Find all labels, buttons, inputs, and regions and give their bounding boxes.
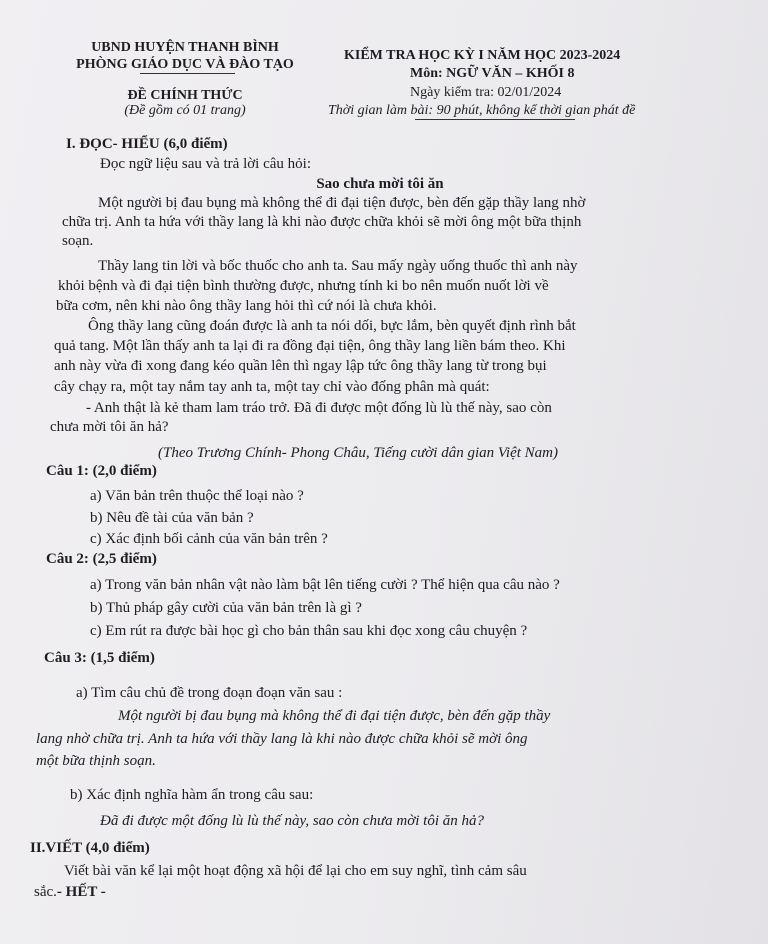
- header-left-underline: [140, 73, 235, 74]
- q3-item-b: b) Xác định nghĩa hàm ẩn trong câu sau:: [70, 787, 314, 803]
- story-line: anh này vừa đi xong đang kéo quần lên thì ngay lập tức ông thầy lang từ trong bụi: [54, 358, 547, 374]
- q3-item-a: a) Tìm câu chủ đề trong đoạn đoạn văn sau :: [76, 685, 343, 701]
- subject: Môn: NGỮ VĂN – KHỐI 8: [410, 66, 575, 81]
- writing-prompt-line: Viết bài văn kể lại một hoạt động xã hội để lại cho em suy nghĩ, tình cảm sâu: [64, 863, 527, 879]
- header-right-underline: [415, 119, 575, 120]
- writing-prompt-end: [34, 883, 106, 902]
- story-line: chưa mời tôi ăn hả?: [50, 419, 169, 435]
- q1-heading: Câu 1: (2,0 điểm): [46, 463, 157, 479]
- q3-quote-line: một bữa thịnh soạn.: [36, 753, 156, 769]
- section2-heading: II.VIẾT (4,0 điểm): [30, 840, 150, 856]
- q3-item-b-quote: Đã đi được một đống lù lù thế này, sao còn chưa mời tôi ăn hả?: [100, 813, 485, 829]
- section1-heading: I. ĐỌC- HIỂU (6,0 điểm): [66, 136, 228, 152]
- exam-date: Ngày kiểm tra: 02/01/2024: [410, 85, 562, 100]
- story-line: chữa trị. Anh ta hứa với thầy lang là khi nào được chữa khỏi sẽ mời ông một bữa thịnh: [62, 214, 582, 230]
- q3-heading: Câu 3: (1,5 điểm): [44, 650, 155, 666]
- story-line: Thầy lang tin lời và bốc thuốc cho anh ta. Sau mấy ngày uống thuốc thì anh này: [98, 258, 578, 274]
- story-line: cây chạy ra, một tay nắm tay anh ta, một tay chỉ vào đống phân mà quát:: [54, 379, 490, 395]
- exam-duration: Thời gian làm bài: 90 phút, không kể thời gian phát đề: [328, 103, 636, 118]
- q2-item-b: b) Thủ pháp gây cười của văn bản trên là gì ?: [90, 600, 362, 616]
- q3-quote-line: lang nhờ chữa trị. Anh ta hứa với thầy lang là khi nào được chữa khỏi sẽ mời ông: [36, 731, 528, 747]
- q1-item-c: c) Xác định bối cảnh của văn bản trên ?: [90, 531, 328, 547]
- story-line: Ông thầy lang cũng đoán được là anh ta nói dối, bực lắm, bèn quyết định rình bắt: [88, 318, 576, 334]
- story-line: - Anh thật là kẻ tham lam tráo trở. Đã đi được một đống lù lù thế này, sao còn: [86, 400, 552, 416]
- q2-heading: Câu 2: (2,5 điểm): [46, 551, 157, 567]
- exam-title: KIỂM TRA HỌC KỲ I NĂM HỌC 2023-2024: [344, 48, 621, 63]
- q1-item-a: a) Văn bản trên thuộc thể loại nào ?: [90, 488, 304, 504]
- end-marker: - HẾT -: [56, 884, 106, 900]
- header-authority: UBND HUYỆN THANH BÌNH: [91, 40, 279, 55]
- story-line: quả tang. Một lần thấy anh ta lại đi ra đồng đại tiện, ông thầy lang liền bám theo. Khi: [54, 338, 566, 354]
- official-label: ĐỀ CHÍNH THỨC: [127, 88, 243, 103]
- q3-quote-line: Một người bị đau bụng mà không thể đi đại tiện được, bèn đến gặp thầy: [118, 708, 551, 724]
- section1-instruction: Đọc ngữ liệu sau và trả lời câu hỏi:: [100, 156, 312, 172]
- q1-item-b: b) Nêu đề tài của văn bản ?: [90, 510, 254, 526]
- story-line: bữa cơm, nên khi nào ông thầy lang hỏi thì cứ nói là chưa khỏi.: [56, 298, 437, 314]
- q2-item-c: c) Em rút ra được bài học gì cho bản thân sau khi đọc xong câu chuyện ?: [90, 623, 528, 639]
- story-line: soạn.: [62, 233, 94, 249]
- writing-prompt-tail: sắc.: [34, 884, 57, 900]
- q2-item-a: a) Trong văn bản nhân vật nào làm bật lên tiếng cười ? Thể hiện qua câu nào ?: [90, 577, 560, 593]
- header-department: PHÒNG GIÁO DỤC VÀ ĐÀO TẠO: [76, 57, 294, 72]
- page-count: (Đề gồm có 01 trang): [124, 103, 246, 118]
- story-line: Một người bị đau bụng mà không thể đi đại tiện được, bèn đến gặp thầy lang nhờ: [98, 195, 586, 211]
- story-source: (Theo Trương Chính- Phong Châu, Tiếng cười dân gian Việt Nam): [158, 445, 559, 461]
- story-title: Sao chưa mời tôi ăn: [316, 176, 444, 192]
- story-line: khỏi bệnh và đi đại tiện bình thường được, nhưng tính ki bo nên muốn nuốt lời về: [58, 278, 549, 294]
